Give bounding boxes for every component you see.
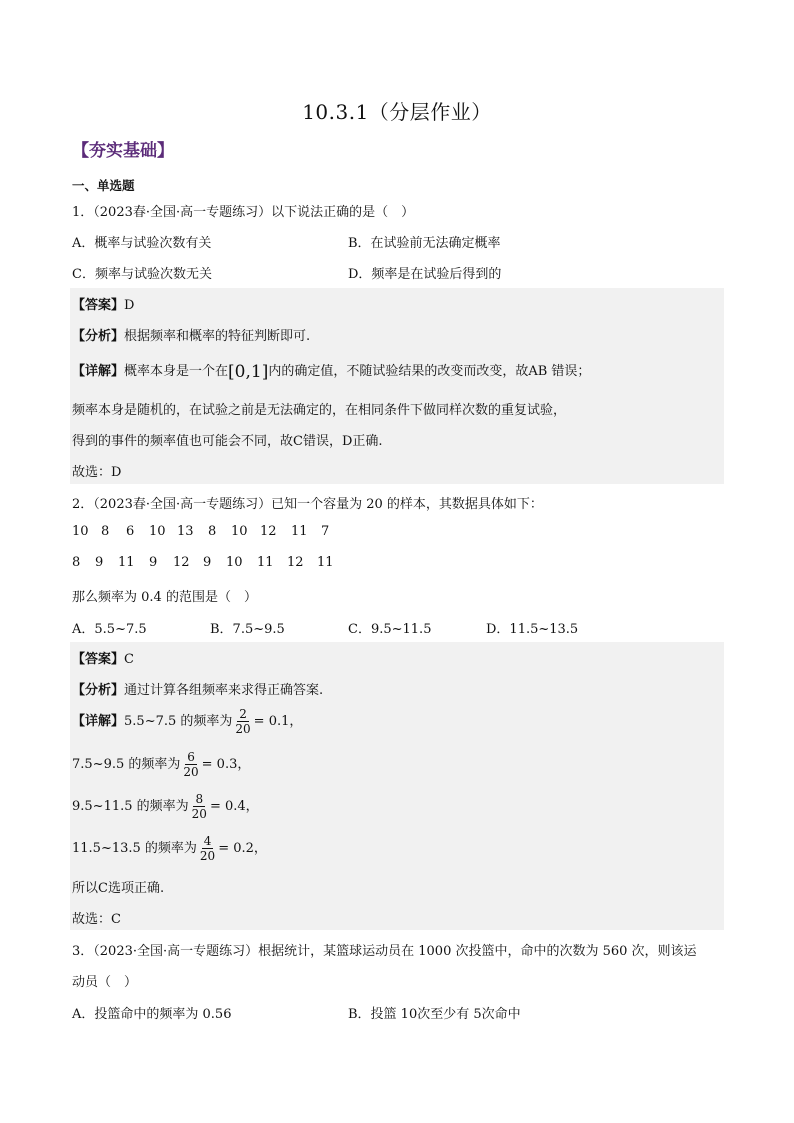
answer-value: D	[124, 298, 135, 313]
detail-tag: 【详解】	[72, 364, 125, 379]
data-cell: 7	[321, 524, 330, 539]
step-result: = 0.2，	[218, 841, 267, 856]
data-cell: 9	[203, 555, 212, 570]
numerator: 6	[187, 750, 195, 764]
data-cell: 11	[291, 524, 308, 539]
data-cell: 11	[317, 555, 334, 570]
denominator: 20	[191, 807, 207, 821]
q1-stem: 1．（2023春·全国·高一专题练习）以下说法正确的是（ ）	[72, 205, 415, 220]
step-result: = 0.1，	[253, 714, 303, 729]
interval: [0,1]	[228, 362, 269, 382]
q2-option-d: D．11.5~13.5	[486, 622, 579, 637]
analysis-tag: 【分析】	[72, 683, 125, 698]
fraction	[181, 750, 200, 779]
page-title: 10.3.1（分层作业）	[302, 100, 492, 124]
q1-choose: 故选：D	[72, 465, 122, 480]
denominator: 20	[235, 722, 251, 736]
q2-step-2	[72, 750, 250, 779]
q1-option-d: D．频率是在试验后得到的	[348, 267, 502, 282]
detail-tag: 【详解】	[72, 714, 125, 729]
q1-analysis	[72, 325, 310, 344]
data-cell: 12	[260, 524, 277, 539]
q1-detail-line2: 频率本身是随机的，在试验之前是无法确定的，在相同条件下做同样次数的重复试验，	[72, 403, 567, 418]
q2-analysis	[72, 679, 323, 698]
numerator: 2	[239, 707, 247, 721]
data-cell: 8	[101, 524, 110, 539]
detail-pre: 概率本身是一个在	[124, 364, 229, 379]
q2-option-b: B．7.5~9.5	[210, 622, 285, 637]
numerator: 4	[203, 834, 212, 848]
step-text: 5.5~7.5 的频率为	[124, 714, 233, 729]
q2-step-4	[72, 834, 267, 863]
data-cell: 10	[231, 524, 248, 539]
numerator: 8	[195, 792, 204, 806]
q2-option-a: A．5.5~7.5	[72, 622, 147, 637]
fraction	[233, 707, 252, 736]
step-result: = 0.3，	[201, 757, 251, 772]
q2-step-1	[72, 707, 302, 736]
data-cell: 11	[257, 555, 274, 570]
data-cell: 10	[226, 555, 243, 570]
fraction	[190, 792, 209, 821]
step-text: 7.5~9.5 的频率为	[72, 757, 181, 772]
step-text: 9.5~11.5 的频率为	[72, 799, 189, 814]
q1-solution-box	[70, 288, 724, 484]
data-cell: 6	[126, 524, 135, 539]
q1-detail	[72, 360, 590, 382]
data-cell: 8	[72, 555, 81, 570]
step-result: = 0.4，	[209, 799, 259, 814]
q3-option-b: B．投篮 10次至少有 5次命中	[348, 1007, 521, 1022]
q2-conclusion: 所以C选项正确.	[72, 881, 165, 896]
answer-value: C	[124, 652, 134, 667]
q2-stem: 2．（2023春·全国·高一专题练习）已知一个容量为 20 的样本，其数据具体如下：	[72, 497, 543, 512]
denominator: 20	[199, 849, 216, 863]
q1-option-a: A．概率与试验次数有关	[72, 236, 212, 251]
data-cell: 12	[287, 555, 304, 570]
q3-stem-line1: 3．（2023·全国·高一专题练习）根据统计，某篮球运动员在 1000 次投篮中，命中的次数为 560 次，则该运	[72, 944, 697, 959]
answer-tag: 【答案】	[72, 652, 125, 667]
data-cell: 13	[177, 524, 194, 539]
data-cell: 8	[208, 524, 217, 539]
analysis-text: 通过计算各组频率来求得正确答案.	[124, 683, 324, 698]
fraction	[198, 834, 217, 863]
data-cell: 12	[173, 555, 190, 570]
analysis-tag: 【分析】	[72, 329, 125, 344]
q2-answer	[72, 648, 134, 667]
section-label: 【夯实基础】	[72, 141, 174, 161]
data-cell: 9	[149, 555, 158, 570]
data-cell: 10	[149, 524, 166, 539]
q2-question: 那么频率为 0.4 的范围是（ ）	[72, 590, 257, 605]
part-heading: 一、单选题	[72, 178, 135, 193]
data-cell: 9	[95, 555, 104, 570]
q1-option-b: B．在试验前无法确定概率	[348, 236, 501, 251]
step-text: 11.5~13.5 的频率为	[72, 841, 197, 856]
answer-tag: 【答案】	[72, 298, 125, 313]
detail-post: 内的确定值，不随试验结果的改变而改变，故AB 错误；	[268, 364, 591, 379]
data-cell: 10	[72, 524, 89, 539]
q3-stem-line2: 动员（ ）	[72, 975, 138, 990]
analysis-text: 根据频率和概率的特征判断即可.	[124, 329, 311, 344]
q2-step-3	[72, 792, 259, 821]
q2-choose: 故选：C	[72, 912, 121, 927]
q1-detail-line3: 得到的事件的频率值也可能会不同，故C错误，D正确.	[72, 434, 383, 449]
q1-option-c: C．频率与试验次数无关	[72, 267, 212, 282]
data-cell: 11	[118, 555, 135, 570]
q3-option-a: A．投篮命中的频率为 0.56	[72, 1007, 232, 1022]
q1-answer	[72, 294, 134, 313]
q2-option-c: C．9.5~11.5	[348, 622, 432, 637]
denominator: 20	[183, 765, 199, 779]
